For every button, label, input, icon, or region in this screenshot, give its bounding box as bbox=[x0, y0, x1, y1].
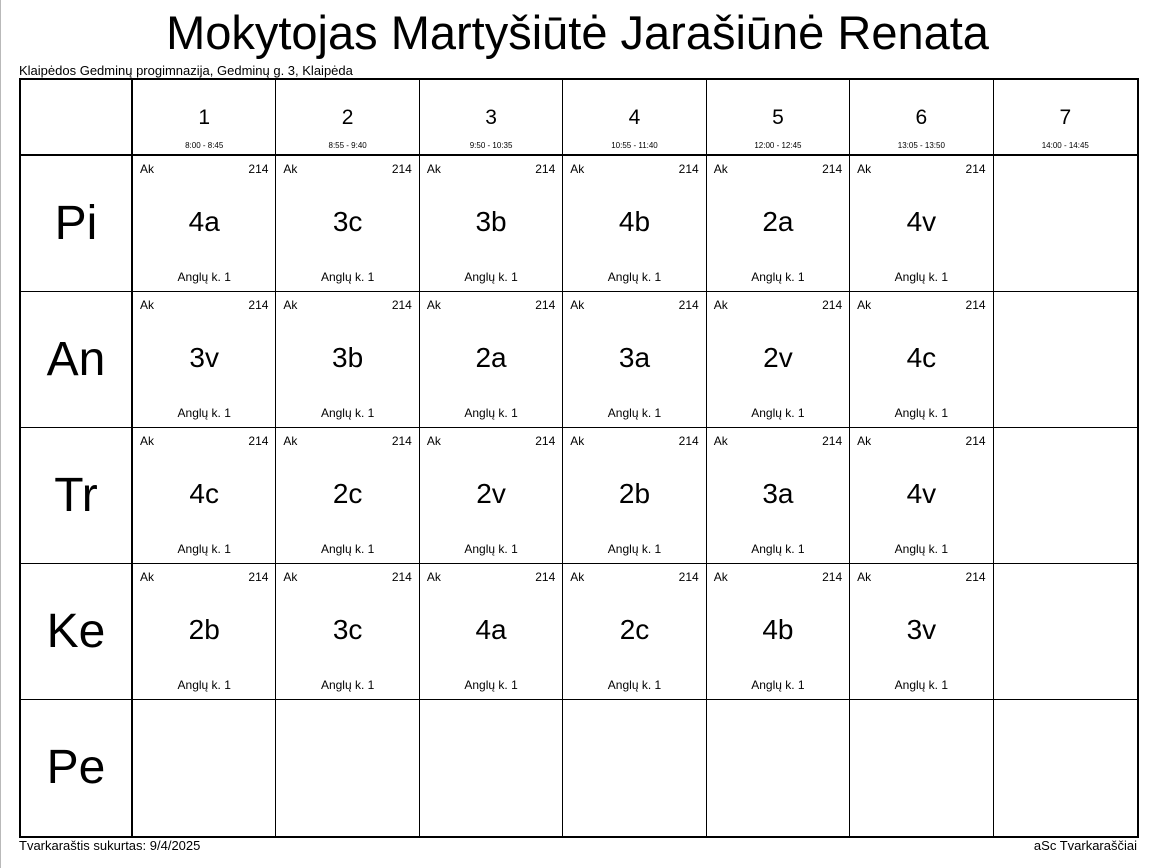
day-header bbox=[21, 156, 133, 292]
period-number: 1 bbox=[198, 106, 211, 129]
lesson-subject-code: Ak bbox=[857, 434, 872, 448]
lesson-class: 2v bbox=[763, 342, 793, 373]
lesson-name: Anglų k. 1 bbox=[894, 542, 949, 556]
lesson-class: 3v bbox=[189, 342, 219, 373]
lesson-name: Anglų k. 1 bbox=[320, 678, 375, 692]
period-header bbox=[563, 80, 706, 156]
period-header bbox=[707, 80, 850, 156]
page-title: Mokytojas Martyšiūtė Jarašiūnė Renata bbox=[166, 6, 989, 59]
day-label: Pe bbox=[46, 741, 106, 794]
lesson-name: Anglų k. 1 bbox=[177, 406, 231, 420]
empty-cell bbox=[707, 700, 850, 836]
lesson-class: 2c bbox=[619, 614, 650, 645]
lesson-subject-code: Ak bbox=[426, 570, 441, 584]
period-number: 2 bbox=[341, 106, 354, 129]
lesson-class: 2a bbox=[475, 342, 507, 373]
lesson-room: 214 bbox=[248, 298, 269, 312]
lesson-room: 214 bbox=[535, 434, 556, 448]
lesson-cell[interactable] bbox=[420, 292, 563, 428]
period-time: 14:00 - 14:45 bbox=[1041, 141, 1089, 150]
lesson-cell[interactable] bbox=[707, 156, 850, 292]
lesson-name: Anglų k. 1 bbox=[177, 542, 231, 556]
lesson-class: 4a bbox=[188, 206, 220, 237]
period-time: 13:05 - 13:50 bbox=[897, 141, 945, 150]
lesson-name: Anglų k. 1 bbox=[751, 406, 805, 420]
lesson-room: 214 bbox=[965, 570, 986, 584]
lesson-class: 3c bbox=[332, 206, 363, 237]
lesson-class: 2c bbox=[332, 478, 363, 509]
lesson-class: 4v bbox=[906, 478, 937, 509]
lesson-subject-code: Ak bbox=[426, 298, 441, 312]
lesson-cell[interactable] bbox=[133, 292, 276, 428]
lesson-name: Anglų k. 1 bbox=[464, 270, 518, 284]
lesson-class: 4b bbox=[762, 614, 794, 645]
lesson-room: 214 bbox=[391, 298, 412, 312]
lesson-subject-code: Ak bbox=[570, 570, 585, 584]
lesson-subject-code: Ak bbox=[283, 298, 298, 312]
empty-cell bbox=[994, 564, 1137, 700]
lesson-name: Anglų k. 1 bbox=[607, 542, 662, 556]
lesson-name: Anglų k. 1 bbox=[177, 678, 231, 692]
lesson-class: 2v bbox=[476, 478, 506, 509]
period-header bbox=[850, 80, 993, 156]
lesson-cell[interactable] bbox=[850, 564, 993, 700]
lesson-name: Anglų k. 1 bbox=[894, 678, 949, 692]
period-number: 7 bbox=[1059, 106, 1072, 129]
lesson-room: 214 bbox=[391, 570, 412, 584]
lesson-cell[interactable] bbox=[133, 564, 276, 700]
lesson-cell[interactable] bbox=[707, 292, 850, 428]
lesson-name: Anglų k. 1 bbox=[607, 678, 662, 692]
lesson-class: 2a bbox=[762, 206, 794, 237]
empty-cell bbox=[994, 700, 1137, 836]
lesson-name: Anglų k. 1 bbox=[464, 678, 518, 692]
empty-cell bbox=[994, 156, 1137, 292]
lesson-name: Anglų k. 1 bbox=[607, 270, 662, 284]
day-label: Pi bbox=[54, 196, 98, 250]
lesson-name: Anglų k. 1 bbox=[894, 406, 949, 420]
period-number: 5 bbox=[772, 106, 784, 129]
lesson-cell[interactable] bbox=[707, 428, 850, 564]
corner-cell bbox=[21, 80, 133, 156]
lesson-class: 2b bbox=[618, 478, 651, 509]
lesson-cell[interactable] bbox=[563, 292, 706, 428]
empty-cell bbox=[563, 700, 706, 836]
lesson-cell[interactable] bbox=[276, 292, 419, 428]
day-header bbox=[21, 428, 133, 564]
lesson-room: 214 bbox=[248, 434, 269, 448]
period-header bbox=[133, 80, 276, 156]
lesson-subject-code: Ak bbox=[570, 434, 585, 448]
brand-label: aSc Tvarkaraščiai bbox=[1033, 838, 1137, 853]
lesson-subject-code: Ak bbox=[283, 434, 298, 448]
lesson-name: Anglų k. 1 bbox=[320, 406, 375, 420]
lesson-subject-code: Ak bbox=[713, 570, 728, 584]
lesson-cell[interactable] bbox=[276, 156, 419, 292]
lesson-class: 4a bbox=[475, 614, 507, 645]
period-time: 10:55 - 11:40 bbox=[611, 141, 658, 150]
day-header bbox=[21, 564, 133, 700]
day-header bbox=[21, 292, 133, 428]
lesson-subject-code: Ak bbox=[283, 570, 298, 584]
lesson-class: 3a bbox=[618, 342, 651, 373]
period-time: 8:00 - 8:45 bbox=[185, 141, 224, 150]
period-header bbox=[276, 80, 419, 156]
period-number: 6 bbox=[915, 106, 928, 129]
lesson-name: Anglų k. 1 bbox=[894, 270, 949, 284]
lesson-class: 4v bbox=[906, 206, 937, 237]
empty-cell bbox=[994, 292, 1137, 428]
lesson-subject-code: Ak bbox=[140, 162, 155, 176]
empty-cell bbox=[276, 700, 419, 836]
lesson-room: 214 bbox=[822, 434, 843, 448]
lesson-cell[interactable] bbox=[850, 428, 993, 564]
school-address: Klaipėdos Gedminų progimnazija, Gedminų g. 3, Klaipėda bbox=[19, 63, 353, 78]
lesson-cell[interactable] bbox=[420, 428, 563, 564]
lesson-cell[interactable] bbox=[133, 428, 276, 564]
lesson-room: 214 bbox=[965, 162, 986, 176]
lesson-subject-code: Ak bbox=[570, 298, 585, 312]
lesson-class: 3b bbox=[475, 206, 507, 237]
lesson-cell[interactable] bbox=[850, 292, 993, 428]
lesson-name: Anglų k. 1 bbox=[464, 406, 518, 420]
lesson-name: Anglų k. 1 bbox=[320, 270, 375, 284]
period-time: 12:00 - 12:45 bbox=[754, 141, 802, 150]
lesson-cell[interactable] bbox=[563, 564, 706, 700]
lesson-subject-code: Ak bbox=[857, 162, 872, 176]
lesson-room: 214 bbox=[678, 162, 699, 176]
lesson-room: 214 bbox=[822, 298, 843, 312]
timetable-grid bbox=[19, 78, 1139, 838]
period-header bbox=[994, 80, 1137, 156]
lesson-subject-code: Ak bbox=[857, 570, 872, 584]
day-label: Ke bbox=[46, 604, 106, 658]
lesson-cell[interactable] bbox=[276, 564, 419, 700]
lesson-subject-code: Ak bbox=[283, 162, 298, 176]
lesson-class: 3v bbox=[906, 614, 937, 645]
lesson-subject-code: Ak bbox=[713, 162, 728, 176]
day-label: An bbox=[46, 332, 106, 386]
period-number: 4 bbox=[628, 106, 641, 129]
lesson-subject-code: Ak bbox=[713, 298, 728, 312]
lesson-room: 214 bbox=[535, 162, 556, 176]
lesson-room: 214 bbox=[535, 570, 556, 584]
empty-cell bbox=[133, 700, 276, 836]
lesson-name: Anglų k. 1 bbox=[464, 542, 518, 556]
lesson-room: 214 bbox=[965, 298, 986, 312]
lesson-room: 214 bbox=[822, 162, 843, 176]
lesson-room: 214 bbox=[678, 298, 699, 312]
period-time: 9:50 - 10:35 bbox=[469, 141, 513, 150]
lesson-room: 214 bbox=[391, 162, 412, 176]
lesson-class: 4c bbox=[906, 342, 937, 373]
lesson-cell[interactable] bbox=[276, 428, 419, 564]
lesson-name: Anglų k. 1 bbox=[320, 542, 375, 556]
day-label: Tr bbox=[54, 468, 98, 522]
lesson-subject-code: Ak bbox=[140, 298, 155, 312]
lesson-class: 3a bbox=[762, 478, 794, 509]
lesson-cell[interactable] bbox=[563, 156, 706, 292]
lesson-subject-code: Ak bbox=[426, 434, 441, 448]
created-date: Tvarkaraštis sukurtas: 9/4/2025 bbox=[19, 838, 201, 853]
lesson-room: 214 bbox=[678, 570, 699, 584]
lesson-room: 214 bbox=[248, 162, 269, 176]
empty-cell bbox=[420, 700, 563, 836]
lesson-room: 214 bbox=[678, 434, 699, 448]
lesson-name: Anglų k. 1 bbox=[751, 678, 805, 692]
lesson-subject-code: Ak bbox=[140, 434, 155, 448]
lesson-subject-code: Ak bbox=[426, 162, 441, 176]
lesson-cell[interactable] bbox=[563, 428, 706, 564]
day-header bbox=[21, 700, 133, 836]
lesson-room: 214 bbox=[965, 434, 986, 448]
page-edge bbox=[0, 0, 1, 868]
lesson-class: 4c bbox=[189, 478, 219, 509]
lesson-name: Anglų k. 1 bbox=[751, 270, 805, 284]
lesson-cell[interactable] bbox=[850, 156, 993, 292]
lesson-name: Anglų k. 1 bbox=[177, 270, 231, 284]
lesson-class: 2b bbox=[188, 614, 220, 645]
lesson-name: Anglų k. 1 bbox=[607, 406, 662, 420]
period-time: 8:55 - 9:40 bbox=[328, 141, 367, 150]
lesson-subject-code: Ak bbox=[857, 298, 872, 312]
lesson-room: 214 bbox=[391, 434, 412, 448]
lesson-room: 214 bbox=[535, 298, 556, 312]
empty-cell bbox=[850, 700, 993, 836]
lesson-cell[interactable] bbox=[420, 564, 563, 700]
lesson-name: Anglų k. 1 bbox=[751, 542, 805, 556]
lesson-class: 4b bbox=[618, 206, 651, 237]
lesson-room: 214 bbox=[822, 570, 843, 584]
period-number: 3 bbox=[485, 106, 497, 129]
lesson-subject-code: Ak bbox=[570, 162, 585, 176]
lesson-subject-code: Ak bbox=[713, 434, 728, 448]
lesson-cell[interactable] bbox=[420, 156, 563, 292]
lesson-class: 3c bbox=[332, 614, 363, 645]
lesson-class: 3b bbox=[332, 342, 364, 373]
lesson-cell[interactable] bbox=[707, 564, 850, 700]
lesson-cell[interactable] bbox=[133, 156, 276, 292]
period-header bbox=[420, 80, 563, 156]
lesson-subject-code: Ak bbox=[140, 570, 155, 584]
lesson-room: 214 bbox=[248, 570, 269, 584]
empty-cell bbox=[994, 428, 1137, 564]
